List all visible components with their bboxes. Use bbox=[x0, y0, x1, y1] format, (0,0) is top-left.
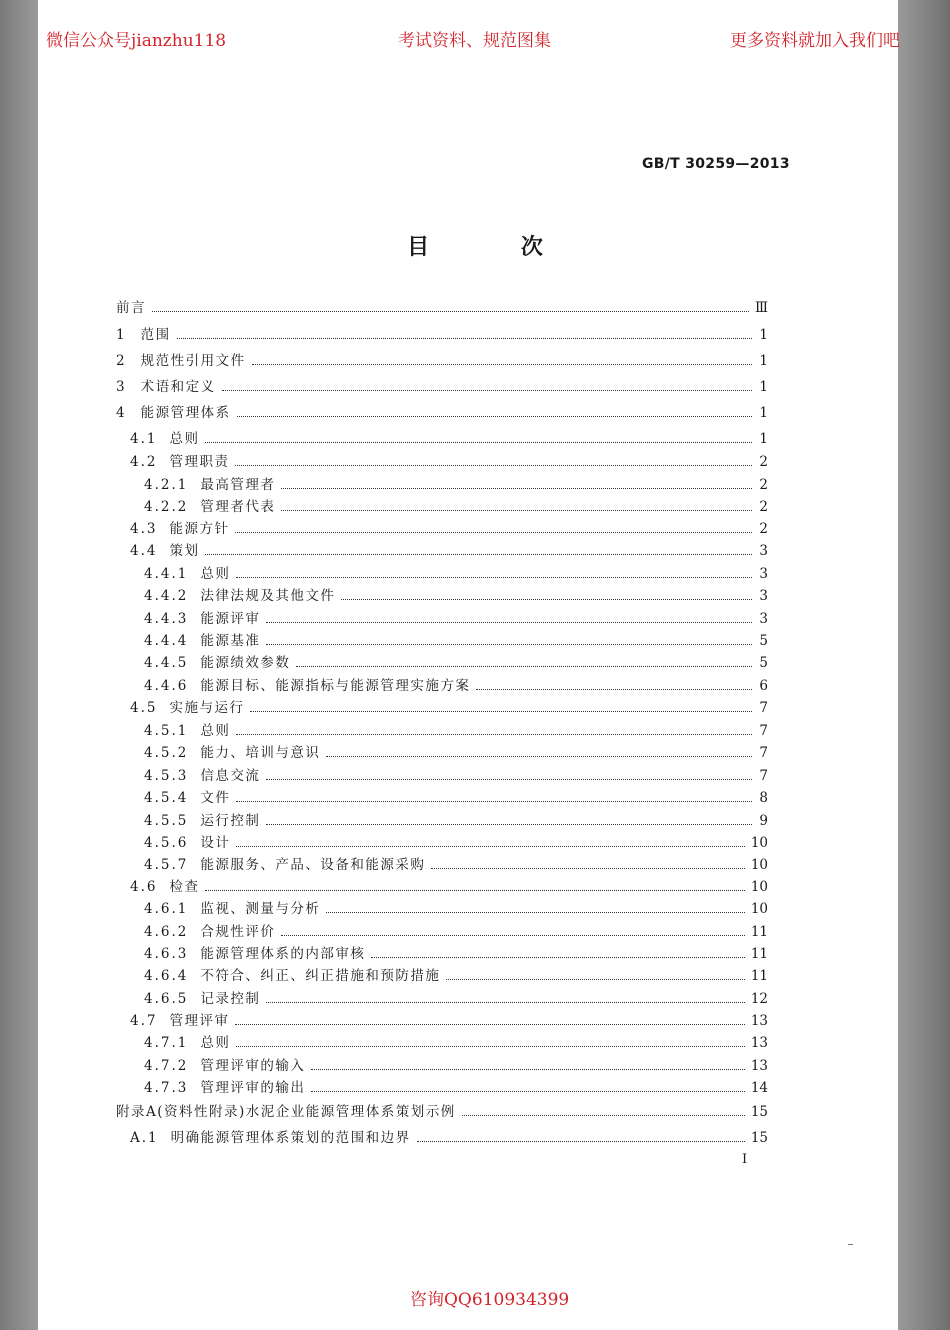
toc-label: 管理评审的输入 bbox=[200, 1058, 306, 1074]
toc-leader-dots bbox=[236, 1045, 744, 1047]
toc-row bbox=[116, 401, 768, 423]
toc-leader-dots bbox=[177, 337, 752, 339]
toc-page: 7 bbox=[759, 700, 768, 716]
toc-row bbox=[116, 853, 768, 875]
toc-row bbox=[116, 987, 768, 1009]
toc-leader-dots bbox=[236, 576, 752, 578]
toc-row bbox=[116, 696, 768, 718]
toc-row bbox=[116, 1076, 768, 1098]
toc-page: 15 bbox=[750, 1130, 768, 1146]
standard-number: GB/T 30259—2013 bbox=[642, 156, 790, 172]
scan-mark bbox=[848, 1244, 853, 1245]
toc-leader-dots bbox=[371, 956, 744, 958]
toc-label: 实施与运行 bbox=[169, 700, 245, 716]
toc-page: 2 bbox=[759, 521, 768, 537]
toc-row bbox=[116, 607, 768, 629]
toc-number: 4.6.4 bbox=[144, 968, 189, 984]
toc-row bbox=[116, 539, 768, 561]
toc-label: 管理者代表 bbox=[200, 499, 276, 515]
toc-number: 4.4.4 bbox=[144, 633, 189, 649]
toc-row bbox=[116, 629, 768, 651]
toc-label: 范围 bbox=[140, 327, 171, 343]
toc-leader-dots bbox=[281, 934, 744, 936]
toc-row bbox=[116, 1009, 768, 1031]
toc-row bbox=[116, 764, 768, 786]
toc-number: 4.4 bbox=[130, 543, 158, 559]
toc-leader-dots bbox=[281, 509, 752, 511]
toc-row bbox=[116, 427, 768, 449]
toc-row bbox=[116, 495, 768, 517]
toc-row bbox=[116, 741, 768, 763]
toc-page: 7 bbox=[759, 723, 768, 739]
toc-row bbox=[116, 517, 768, 539]
toc-page: 11 bbox=[750, 924, 768, 940]
toc-row bbox=[116, 323, 768, 345]
toc-label: 设计 bbox=[200, 835, 231, 851]
toc-leader-dots bbox=[266, 621, 752, 623]
toc-number: 4.5.3 bbox=[144, 768, 189, 784]
toc-row bbox=[116, 349, 768, 371]
toc-label: 总则 bbox=[200, 1035, 231, 1051]
toc-row bbox=[116, 584, 768, 606]
watermark-right: 更多资料就加入我们吧 bbox=[730, 31, 900, 51]
toc-page: 5 bbox=[759, 655, 768, 671]
toc-row bbox=[116, 964, 768, 986]
toc-page: 3 bbox=[759, 611, 768, 627]
toc-label: 总则 bbox=[200, 566, 231, 582]
toc-number: 4.6.1 bbox=[144, 901, 189, 917]
toc-leader-dots bbox=[266, 778, 752, 780]
toc-leader-dots bbox=[222, 389, 752, 391]
toc-label: 监视、测量与分析 bbox=[200, 901, 321, 917]
toc-leader-dots bbox=[417, 1140, 745, 1142]
toc-page: 2 bbox=[759, 454, 768, 470]
toc-leader-dots bbox=[236, 733, 752, 735]
toc-number: 2 bbox=[116, 353, 127, 369]
toc-leader-dots bbox=[152, 310, 749, 312]
toc-leader-dots bbox=[326, 911, 744, 913]
toc-label: 检查 bbox=[169, 879, 200, 895]
toc-leader-dots bbox=[341, 598, 752, 600]
toc-number: 4.1 bbox=[130, 431, 158, 447]
toc-page: 3 bbox=[759, 566, 768, 582]
toc-label: 附录A(资料性附录)水泥企业能源管理体系策划示例 bbox=[116, 1104, 456, 1120]
toc-page: 1 bbox=[759, 405, 768, 421]
toc-leader-dots bbox=[235, 531, 752, 533]
toc-number: 4.2 bbox=[130, 454, 158, 470]
toc-page: 1 bbox=[759, 431, 768, 447]
toc-row bbox=[116, 296, 768, 318]
watermark-left: 微信公众号jianzhu118 bbox=[46, 31, 227, 51]
toc-number: 4.6.5 bbox=[144, 991, 189, 1007]
toc-row bbox=[116, 719, 768, 741]
toc-label: 管理评审的输出 bbox=[200, 1080, 306, 1096]
toc-label: 明确能源管理体系策划的范围和边界 bbox=[170, 1130, 411, 1146]
toc-number: 4.5 bbox=[130, 700, 158, 716]
toc-row bbox=[116, 450, 768, 472]
toc-label: 法律法规及其他文件 bbox=[200, 588, 336, 604]
toc-row bbox=[116, 375, 768, 397]
toc-number: 4.2.2 bbox=[144, 499, 189, 515]
toc-leader-dots bbox=[236, 845, 744, 847]
toc-page: 3 bbox=[759, 543, 768, 559]
toc-number: 4 bbox=[116, 405, 127, 421]
toc-page: 1 bbox=[759, 353, 768, 369]
toc-leader-dots bbox=[266, 643, 752, 645]
toc-leader-dots bbox=[266, 823, 752, 825]
toc-row bbox=[116, 1054, 768, 1076]
toc-row bbox=[116, 651, 768, 673]
toc-row bbox=[116, 831, 768, 853]
toc-number: 4.4.3 bbox=[144, 611, 189, 627]
toc-page: 15 bbox=[750, 1104, 768, 1120]
toc-label: 能源管理体系 bbox=[140, 405, 231, 421]
toc-number: 3 bbox=[116, 379, 127, 395]
toc-number: 4.6.2 bbox=[144, 924, 189, 940]
toc-label: 术语和定义 bbox=[140, 379, 216, 395]
toc-number: 1 bbox=[116, 327, 127, 343]
toc-page: Ⅲ bbox=[754, 300, 768, 316]
toc-leader-dots bbox=[235, 464, 752, 466]
toc-leader-dots bbox=[266, 1001, 744, 1003]
toc-page: 3 bbox=[759, 588, 768, 604]
toc-label: 能源绩效参数 bbox=[200, 655, 291, 671]
toc-leader-dots bbox=[311, 1068, 744, 1070]
toc-row bbox=[116, 920, 768, 942]
toc-label: 能源服务、产品、设备和能源采购 bbox=[200, 857, 426, 873]
toc-row bbox=[116, 562, 768, 584]
toc-number: A.1 bbox=[130, 1130, 159, 1146]
toc-label: 能力、培训与意识 bbox=[200, 745, 321, 761]
toc-label: 能源管理体系的内部审核 bbox=[200, 946, 366, 962]
toc-page: 1 bbox=[759, 327, 768, 343]
toc-number: 4.5.5 bbox=[144, 813, 189, 829]
toc-label: 总则 bbox=[200, 723, 231, 739]
toc-number: 4.3 bbox=[130, 521, 158, 537]
toc-page: 2 bbox=[759, 499, 768, 515]
toc-page: 7 bbox=[759, 745, 768, 761]
toc-label: 合规性评价 bbox=[200, 924, 276, 940]
toc-row bbox=[116, 942, 768, 964]
toc-number: 4.5.6 bbox=[144, 835, 189, 851]
toc-label: 能源目标、能源指标与能源管理实施方案 bbox=[200, 678, 471, 694]
toc-label: 能源方针 bbox=[169, 521, 230, 537]
toc-row bbox=[116, 674, 768, 696]
toc-number: 4.5.2 bbox=[144, 745, 189, 761]
toc-page: 11 bbox=[750, 946, 768, 962]
toc-page: 5 bbox=[759, 633, 768, 649]
toc-number: 4.4.2 bbox=[144, 588, 189, 604]
toc-label: 能源基准 bbox=[200, 633, 261, 649]
toc-row bbox=[116, 897, 768, 919]
toc-row bbox=[116, 473, 768, 495]
toc-leader-dots bbox=[237, 415, 752, 417]
toc-page: 10 bbox=[750, 857, 768, 873]
page-title: 目 次 bbox=[407, 234, 585, 260]
toc-number: 4.5.7 bbox=[144, 857, 189, 873]
toc-page: 11 bbox=[750, 968, 768, 984]
toc-page: 13 bbox=[750, 1013, 768, 1029]
watermark-bottom: 咨询QQ610934399 bbox=[410, 1290, 570, 1310]
toc-label: 记录控制 bbox=[200, 991, 261, 1007]
toc-leader-dots bbox=[250, 710, 752, 712]
toc-label: 前言 bbox=[116, 300, 146, 316]
toc-leader-dots bbox=[462, 1114, 745, 1116]
toc-leader-dots bbox=[235, 1023, 744, 1025]
toc-page: 14 bbox=[750, 1080, 768, 1096]
toc-page: 8 bbox=[759, 790, 768, 806]
toc-page: 6 bbox=[759, 678, 768, 694]
toc-page: 10 bbox=[750, 879, 768, 895]
toc-leader-dots bbox=[446, 978, 744, 980]
toc-number: 4.4.6 bbox=[144, 678, 189, 694]
toc-row bbox=[116, 1126, 768, 1148]
toc-page: 10 bbox=[750, 901, 768, 917]
toc-leader-dots bbox=[281, 487, 752, 489]
toc-number: 4.4.1 bbox=[144, 566, 189, 582]
toc-label: 总则 bbox=[169, 431, 200, 447]
toc-label: 最高管理者 bbox=[200, 477, 276, 493]
toc-page: 2 bbox=[759, 477, 768, 493]
toc-row bbox=[116, 1031, 768, 1053]
toc-leader-dots bbox=[205, 441, 752, 443]
toc-label: 管理评审 bbox=[169, 1013, 230, 1029]
toc-label: 规范性引用文件 bbox=[140, 353, 246, 369]
toc-row bbox=[116, 1100, 768, 1122]
toc-page: 13 bbox=[750, 1035, 768, 1051]
toc-row bbox=[116, 786, 768, 808]
toc-number: 4.4.5 bbox=[144, 655, 189, 671]
toc-leader-dots bbox=[296, 665, 752, 667]
toc-leader-dots bbox=[476, 688, 752, 690]
toc-label: 能源评审 bbox=[200, 611, 261, 627]
toc-number: 4.7.2 bbox=[144, 1058, 189, 1074]
toc-leader-dots bbox=[311, 1090, 744, 1092]
toc-page: 9 bbox=[759, 813, 768, 829]
toc-number: 4.6.3 bbox=[144, 946, 189, 962]
toc-number: 4.2.1 bbox=[144, 477, 189, 493]
toc-row bbox=[116, 809, 768, 831]
toc-number: 4.5.1 bbox=[144, 723, 189, 739]
toc-label: 信息交流 bbox=[200, 768, 261, 784]
toc-page: 7 bbox=[759, 768, 768, 784]
toc-label: 文件 bbox=[200, 790, 231, 806]
page-number: I bbox=[742, 1152, 748, 1167]
toc-leader-dots bbox=[236, 800, 752, 802]
toc-number: 4.5.4 bbox=[144, 790, 189, 806]
toc-number: 4.6 bbox=[130, 879, 158, 895]
toc-leader-dots bbox=[326, 755, 752, 757]
toc-row bbox=[116, 875, 768, 897]
toc-label: 运行控制 bbox=[200, 813, 261, 829]
toc-number: 4.7 bbox=[130, 1013, 158, 1029]
toc-label: 策划 bbox=[169, 543, 200, 559]
toc-page: 12 bbox=[750, 991, 768, 1007]
toc-page: 13 bbox=[750, 1058, 768, 1074]
toc-page: 10 bbox=[750, 835, 768, 851]
toc-label: 管理职责 bbox=[169, 454, 230, 470]
toc-leader-dots bbox=[431, 867, 744, 869]
toc-page: 1 bbox=[759, 379, 768, 395]
watermark-middle: 考试资料、规范图集 bbox=[398, 31, 551, 51]
toc-number: 4.7.3 bbox=[144, 1080, 189, 1096]
toc-leader-dots bbox=[205, 889, 744, 891]
toc-leader-dots bbox=[252, 363, 752, 365]
toc-number: 4.7.1 bbox=[144, 1035, 189, 1051]
toc-leader-dots bbox=[205, 553, 752, 555]
toc-label: 不符合、纠正、纠正措施和预防措施 bbox=[200, 968, 441, 984]
